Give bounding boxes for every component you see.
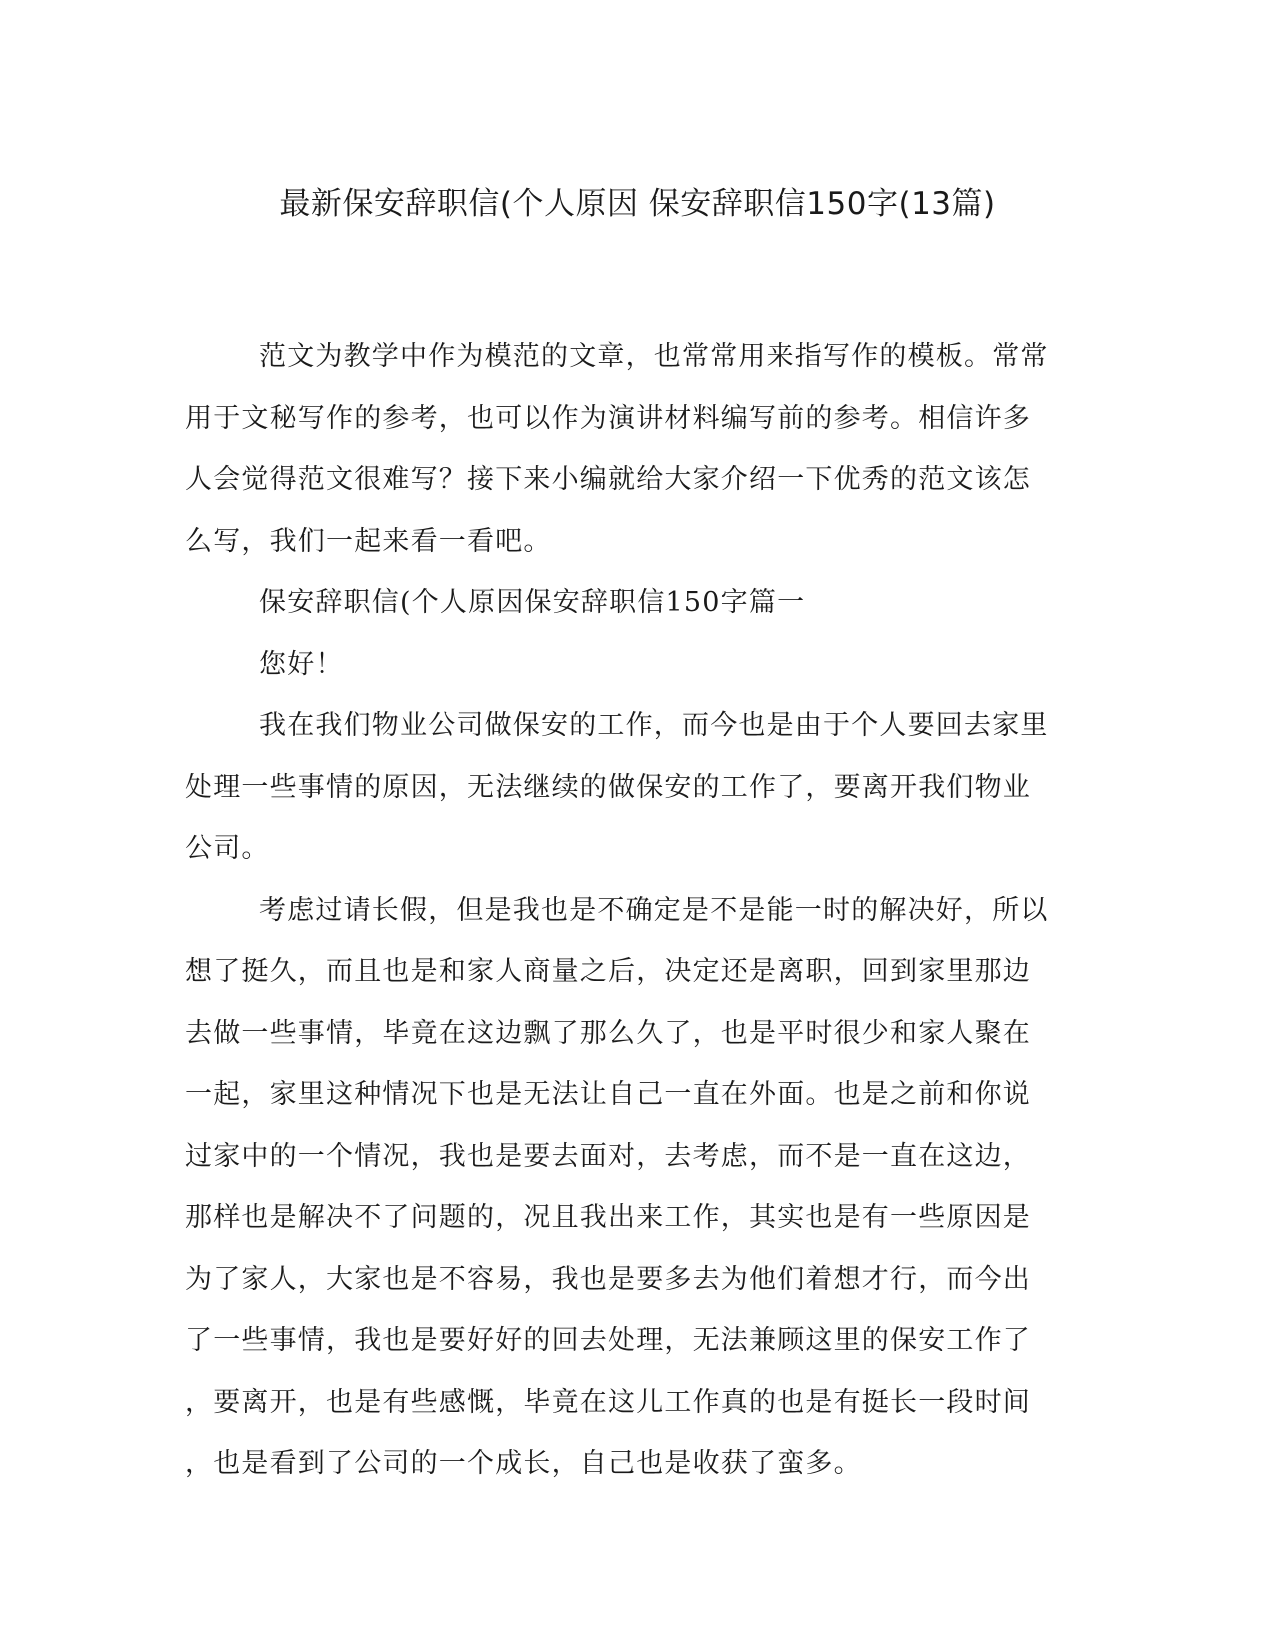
text-line: 人会觉得范文很难写？接下来小编就给大家介绍一下优秀的范文该怎 [185,464,1031,495]
document-body [185,326,1075,1495]
text-line: 公司。 [185,833,270,864]
text-line: 范文为教学中作为模范的文章，也常常用来指写作的模板。常常 [259,341,1049,372]
text-line: 考虑过请长假，但是我也是不确定是不是能一时的解决好，所以 [259,894,1049,926]
text-line: 处理一些事情的原因，无法继续的做保安的工作了，要离开我们物业 [185,771,1031,803]
text-line: 想了挺久，而且也是和家人商量之后，决定还是离职，回到家里那边 [185,956,1031,987]
text-line: 那样也是解决不了问题的，况且我出来工作，其实也是有一些原因是 [185,1202,1031,1233]
text-line: 了一些事情，我也是要好好的回去处理，无法兼顾这里的保安工作了 [185,1325,1031,1356]
text-line: 去做一些事情，毕竟在这边飘了那么久了，也是平时很少和家人聚在 [185,1017,1031,1049]
text-line: 一起，家里这种情况下也是无法让自己一直在外面。也是之前和你说 [185,1079,1031,1110]
text-line: 么写，我们一起来看一看吧。 [185,525,552,557]
section-heading: 保安辞职信(个人原因保安辞职信150字篇一 [259,587,806,618]
text-line: 用于文秘写作的参考，也可以作为演讲材料编写前的参考。相信许多 [185,402,1031,434]
text-line: 为了家人，大家也是不容易，我也是要多去为他们着想才行，而今出 [185,1263,1031,1295]
text-line: 过家中的一个情况，我也是要去面对，去考虑，而不是一直在这边， [185,1140,1031,1172]
document-title: 最新保安辞职信(个人原因 保安辞职信150字(13篇) [279,186,996,222]
text-line: ，要离开，也是有些感慨，毕竟在这儿工作真的也是有挺长一段时间 [185,1386,1031,1418]
text-line: ，也是看到了公司的一个成长，自己也是收获了蛮多。 [185,1448,862,1479]
text-line: 我在我们物业公司做保安的工作，而今也是由于个人要回去家里 [259,710,1049,741]
salutation: 您好！ [259,648,344,680]
